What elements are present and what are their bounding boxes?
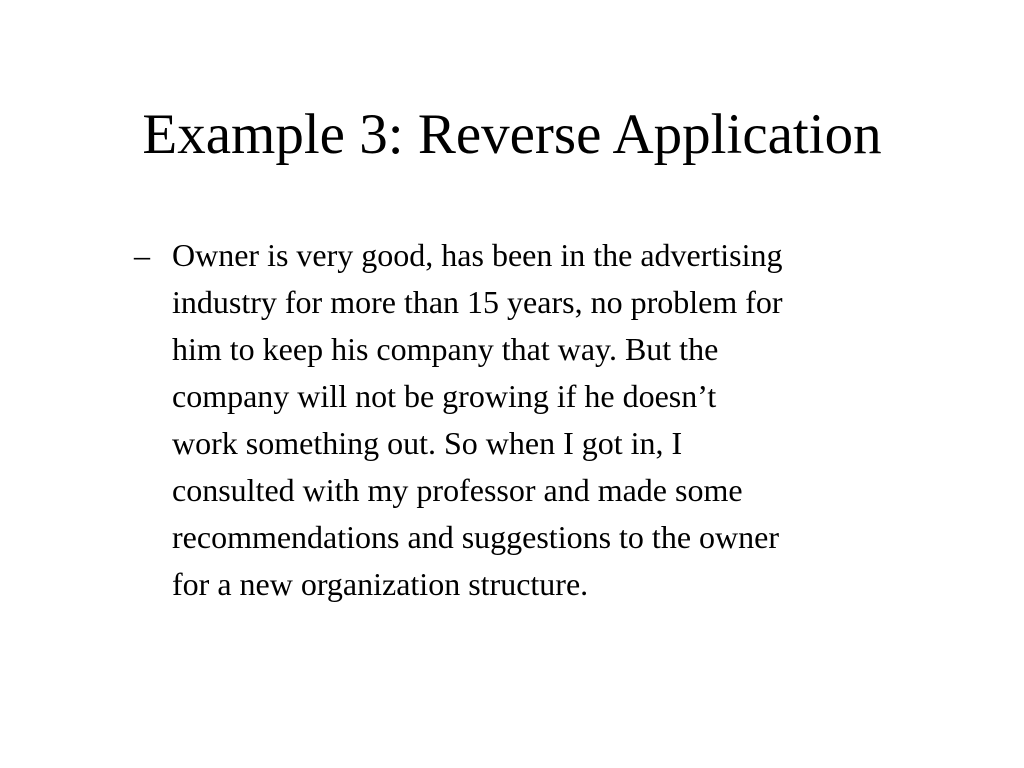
bullet-line: consulted with my professor and made some (172, 472, 743, 508)
bullet-line: work something out. So when I got in, I (172, 425, 683, 461)
bullet-line: him to keep his company that way. But the (172, 331, 719, 367)
bullet-line: Owner is very good, has been in the advertising (172, 237, 783, 273)
slide-title: Example 3: Reverse Application (142, 103, 882, 166)
dash-bullet-icon: – (134, 237, 150, 273)
bullet-line: company will not be growing if he doesn’t (172, 378, 717, 414)
bullet-item (134, 232, 944, 608)
bullet-line: recommendations and suggestions to the owner (172, 519, 779, 555)
bullet-line: for a new organization structure. (172, 566, 589, 602)
bullet-line: industry for more than 15 years, no problem for (172, 284, 783, 320)
bullet-list (134, 232, 944, 608)
bullet-text (172, 232, 944, 608)
